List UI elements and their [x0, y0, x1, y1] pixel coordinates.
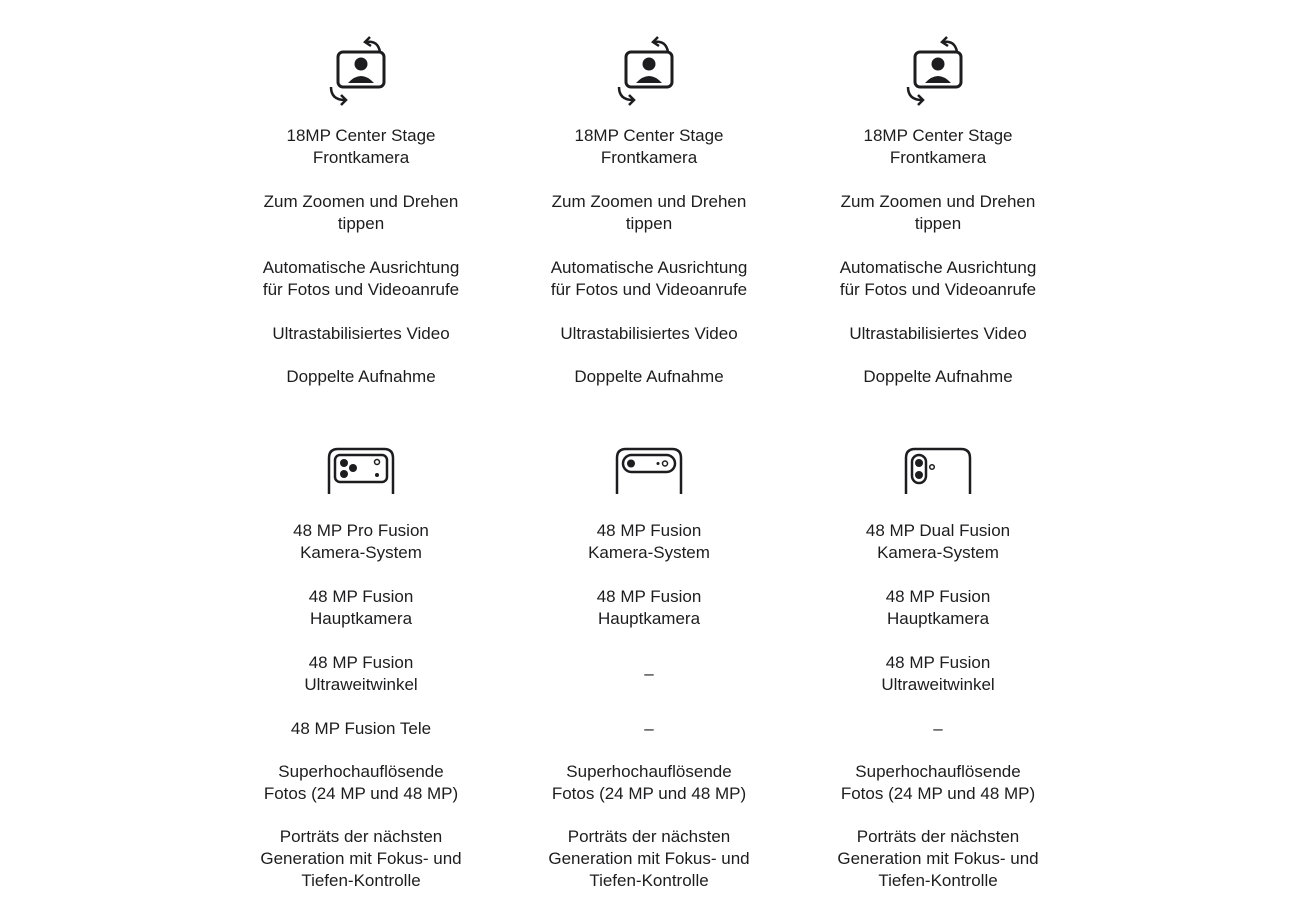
- feature-text: 48 MP Fusion Ultraweitwinkel: [304, 653, 418, 694]
- feature-text: 48 MP Fusion Tele: [290, 719, 432, 738]
- center-stage-icon: [614, 36, 684, 106]
- feature-text: Ultrastabilisiertes Video: [849, 324, 1027, 343]
- feature-text: Zum Zoomen und Drehen tippen: [263, 192, 459, 233]
- feature-text: 18MP Center Stage Frontkamera: [574, 126, 724, 167]
- feature-text: Porträts der nächsten Generation mit Fokus- und Tiefen-Kontrolle: [548, 827, 750, 890]
- feature-text: Automatische Ausrichtung für Fotos und Videoanrufe: [550, 258, 748, 299]
- feature-text: 48 MP Fusion Hauptkamera: [596, 587, 702, 628]
- feature-text: 48 MP Fusion Kamera-System: [588, 521, 710, 562]
- wide-camera-module-icon: [614, 446, 684, 496]
- feature-text: Superhochauflösende Fotos (24 MP und 48 MP): [551, 762, 747, 803]
- feature-text: 48 MP Fusion Hauptkamera: [308, 587, 414, 628]
- feature-text: Ultrastabilisiertes Video: [272, 324, 450, 343]
- feature-text: Zum Zoomen und Drehen tippen: [840, 192, 1036, 233]
- feature-text: Automatische Ausrichtung für Fotos und Videoanrufe: [839, 258, 1037, 299]
- unavailable-dash: –: [933, 719, 943, 738]
- center-stage-icon: [326, 36, 396, 106]
- feature-text: Porträts der nächsten Generation mit Fokus- und Tiefen-Kontrolle: [260, 827, 462, 890]
- feature-text: 18MP Center Stage Frontkamera: [863, 126, 1013, 167]
- feature-text: 48 MP Fusion Hauptkamera: [885, 587, 991, 628]
- feature-text: 48 MP Pro Fusion Kamera-System: [293, 521, 429, 562]
- feature-text: Superhochauflösende Fotos (24 MP und 48 MP): [840, 762, 1036, 803]
- feature-text: Superhochauflösende Fotos (24 MP und 48 MP): [263, 762, 459, 803]
- feature-text: 18MP Center Stage Frontkamera: [286, 126, 436, 167]
- unavailable-dash: –: [644, 664, 654, 683]
- pro-camera-module-icon: [326, 446, 396, 496]
- feature-text: Doppelte Aufnahme: [863, 367, 1013, 386]
- feature-text: Automatische Ausrichtung für Fotos und Videoanrufe: [262, 258, 460, 299]
- center-stage-icon: [903, 36, 973, 106]
- feature-text: 48 MP Fusion Ultraweitwinkel: [881, 653, 995, 694]
- feature-text: Ultrastabilisiertes Video: [560, 324, 738, 343]
- feature-text: Doppelte Aufnahme: [574, 367, 724, 386]
- feature-text: 48 MP Dual Fusion Kamera-System: [865, 521, 1011, 562]
- feature-text: Doppelte Aufnahme: [286, 367, 436, 386]
- feature-text: Porträts der nächsten Generation mit Fokus- und Tiefen-Kontrolle: [837, 827, 1039, 890]
- feature-text: Zum Zoomen und Drehen tippen: [551, 192, 747, 233]
- unavailable-dash: –: [644, 719, 654, 738]
- dual-camera-module-icon: [903, 446, 973, 496]
